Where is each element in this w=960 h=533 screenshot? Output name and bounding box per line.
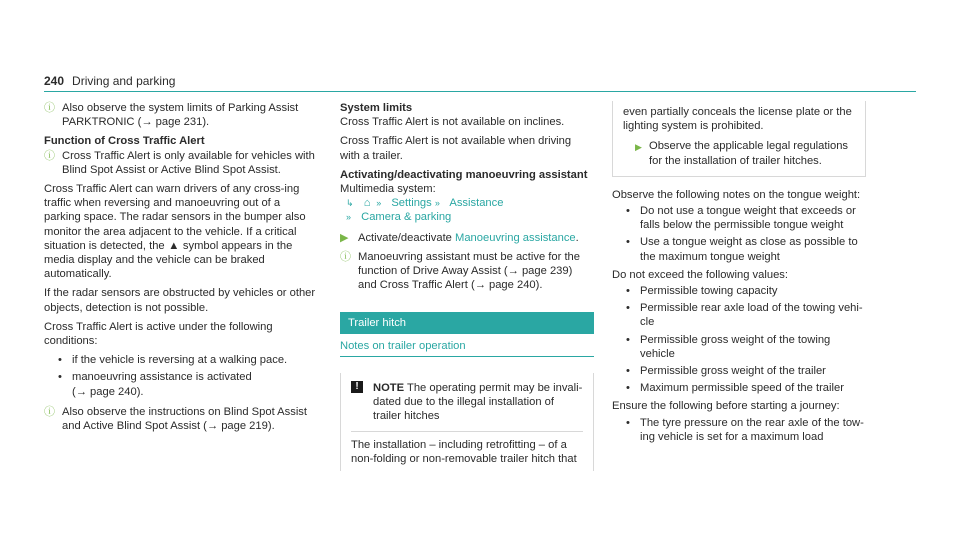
notice-body: The installation – including retrofitting – of a non-folding or non-removable trailer hitch that — [351, 439, 577, 466]
play-icon: ▶ — [340, 231, 349, 244]
column-right — [612, 101, 866, 447]
bullet-tongue-1: • Do not use a tongue weight that exceeds or falls below the permissible tongue weight — [622, 204, 866, 232]
paragraph-inclines: Cross Traffic Alert is not available on inclines. — [340, 116, 565, 129]
header-rule — [44, 91, 916, 92]
page-reference[interactable]: → page 240). — [75, 385, 144, 398]
menu-settings[interactable]: Settings — [391, 197, 432, 210]
page-number: 240 — [44, 74, 65, 88]
page-reference[interactable]: → page 219). — [206, 420, 275, 433]
paragraph-obstruction: If the radar sensors are obstructed by vehicles or other objects, detection is not possible. — [44, 287, 316, 314]
bullet-value: • Permissible rear axle load of the towing vehi-cle — [622, 301, 866, 329]
info-icon: ⓘ — [44, 405, 55, 418]
heading-system-limits: System limits — [340, 102, 413, 114]
page-reference[interactable]: → page 240). — [474, 279, 543, 292]
info-icon: ⓘ — [340, 250, 351, 263]
home-icon[interactable]: ⌂ — [363, 197, 371, 210]
double-chevron-icon: » — [434, 198, 440, 209]
info-icon: ⓘ — [44, 149, 55, 162]
menu-assistance[interactable]: Assistance — [449, 197, 504, 210]
menu-path — [340, 196, 594, 224]
paragraph-tongue-weight: Observe the following notes on the tongue weight: — [612, 188, 861, 201]
info-icon: ⓘ — [44, 102, 55, 114]
heading-function-cta: Function of Cross Traffic Alert — [44, 135, 205, 148]
bullet-value: • Maximum permissible speed of the trailer — [622, 381, 866, 395]
cross-traffic-warning-icon: ▲ — [168, 239, 180, 252]
page-reference[interactable]: → page 239) — [507, 265, 573, 278]
note-drive-away: ⓘ Manoeuvring assistant must be active for the function of Drive Away Assist (→ page 239) and Cross Traffic Alert (→ page 240). — [340, 250, 580, 292]
bullet-value: • Permissible towing capacity — [622, 284, 866, 298]
section-title: Driving and parking — [72, 74, 176, 88]
paragraph-conditions: Cross Traffic Alert is active under the following conditions: — [44, 320, 273, 348]
column-left — [44, 101, 319, 438]
double-chevron-icon: » — [376, 198, 382, 209]
note-blind-spot: ⓘ Also observe the instructions on Blind Spot Assist and Active Blind Spot Assist (→ page 219). — [44, 405, 308, 433]
double-chevron-icon: » — [346, 212, 352, 223]
note-parking-limits: ⓘ Also observe the system limits of Parking Assist PARKTRONIC (→ page 231). — [44, 102, 299, 129]
step-observe-regulations: ▶ Observe the applicable legal regulations for the installation of trailer hitches. — [635, 140, 849, 167]
paragraph-trailer: Cross Traffic Alert is not available when driving with a trailer. — [340, 135, 572, 162]
notice-continuation: even partially conceals the license plate or the lighting system is prohibited. ▶ Observe the applicable legal regulations for the installation of trailer hitches. — [612, 101, 866, 177]
page-header — [44, 74, 175, 88]
note-availability: ⓘ Cross Traffic Alert is only available for vehicles with Blind Spot Assist or Active Blind Spot Assist. — [44, 149, 315, 176]
subheading-trailer-operation: Notes on trailer operation — [340, 339, 594, 356]
step-activate: ▶ Activate/deactivate Manoeuvring assistance. — [340, 231, 579, 244]
heading-activating: Activating/deactivating manoeuvring assistant — [340, 168, 588, 181]
notice-header: ! NOTE The operating permit may be invali-dated due to the illegal installation of trailer hitches — [351, 381, 583, 433]
bullet-tongue-2: • Use a tongue weight as close as possible to the maximum tongue weight — [622, 235, 866, 263]
bullet-manoeuvring: • manoeuvring assistance is activated (→ page 240). — [54, 370, 319, 398]
menu-camera-parking[interactable]: Camera & parking — [361, 211, 452, 224]
section-bar-trailer-hitch: Trailer hitch — [340, 312, 594, 334]
paragraph-journey: Ensure the following before starting a journey: — [612, 400, 840, 413]
paragraph-cta-warning: Cross Traffic Alert can warn drivers of any cross-ing traffic when reversing and manoeuvring out of a parking space. The radar sensors in the bumper also monitor the area adjacent to the vehicle. If a critical situation is detected, the ▲ symbol appears in the media display and the vehicle can be braked automatically. — [44, 183, 306, 281]
paragraph-values: Do not exceed the following values: — [612, 268, 789, 281]
exclamation-icon: ! — [351, 381, 363, 393]
play-icon: ▶ — [635, 142, 642, 153]
bullet-value: • Permissible gross weight of the towing vehicle — [622, 333, 866, 361]
notice-box — [340, 373, 594, 471]
link-manoeuvring-assistance[interactable]: Manoeuvring assistance — [455, 231, 576, 244]
notice-label: NOTE — [373, 381, 405, 394]
bullet-reversing: • if the vehicle is reversing at a walking pace. — [54, 353, 319, 367]
bullet-value: • Permissible gross weight of the trailer — [622, 364, 866, 378]
corner-arrow-icon: ↳ — [346, 198, 354, 209]
multimedia-label: Multimedia system: — [340, 183, 436, 196]
page-reference[interactable]: → page 231). — [141, 116, 210, 129]
bullet-tyre-pressure: • The tyre pressure on the rear axle of the tow-ing vehicle is set for a maximum load — [622, 416, 866, 444]
column-middle — [340, 101, 594, 471]
